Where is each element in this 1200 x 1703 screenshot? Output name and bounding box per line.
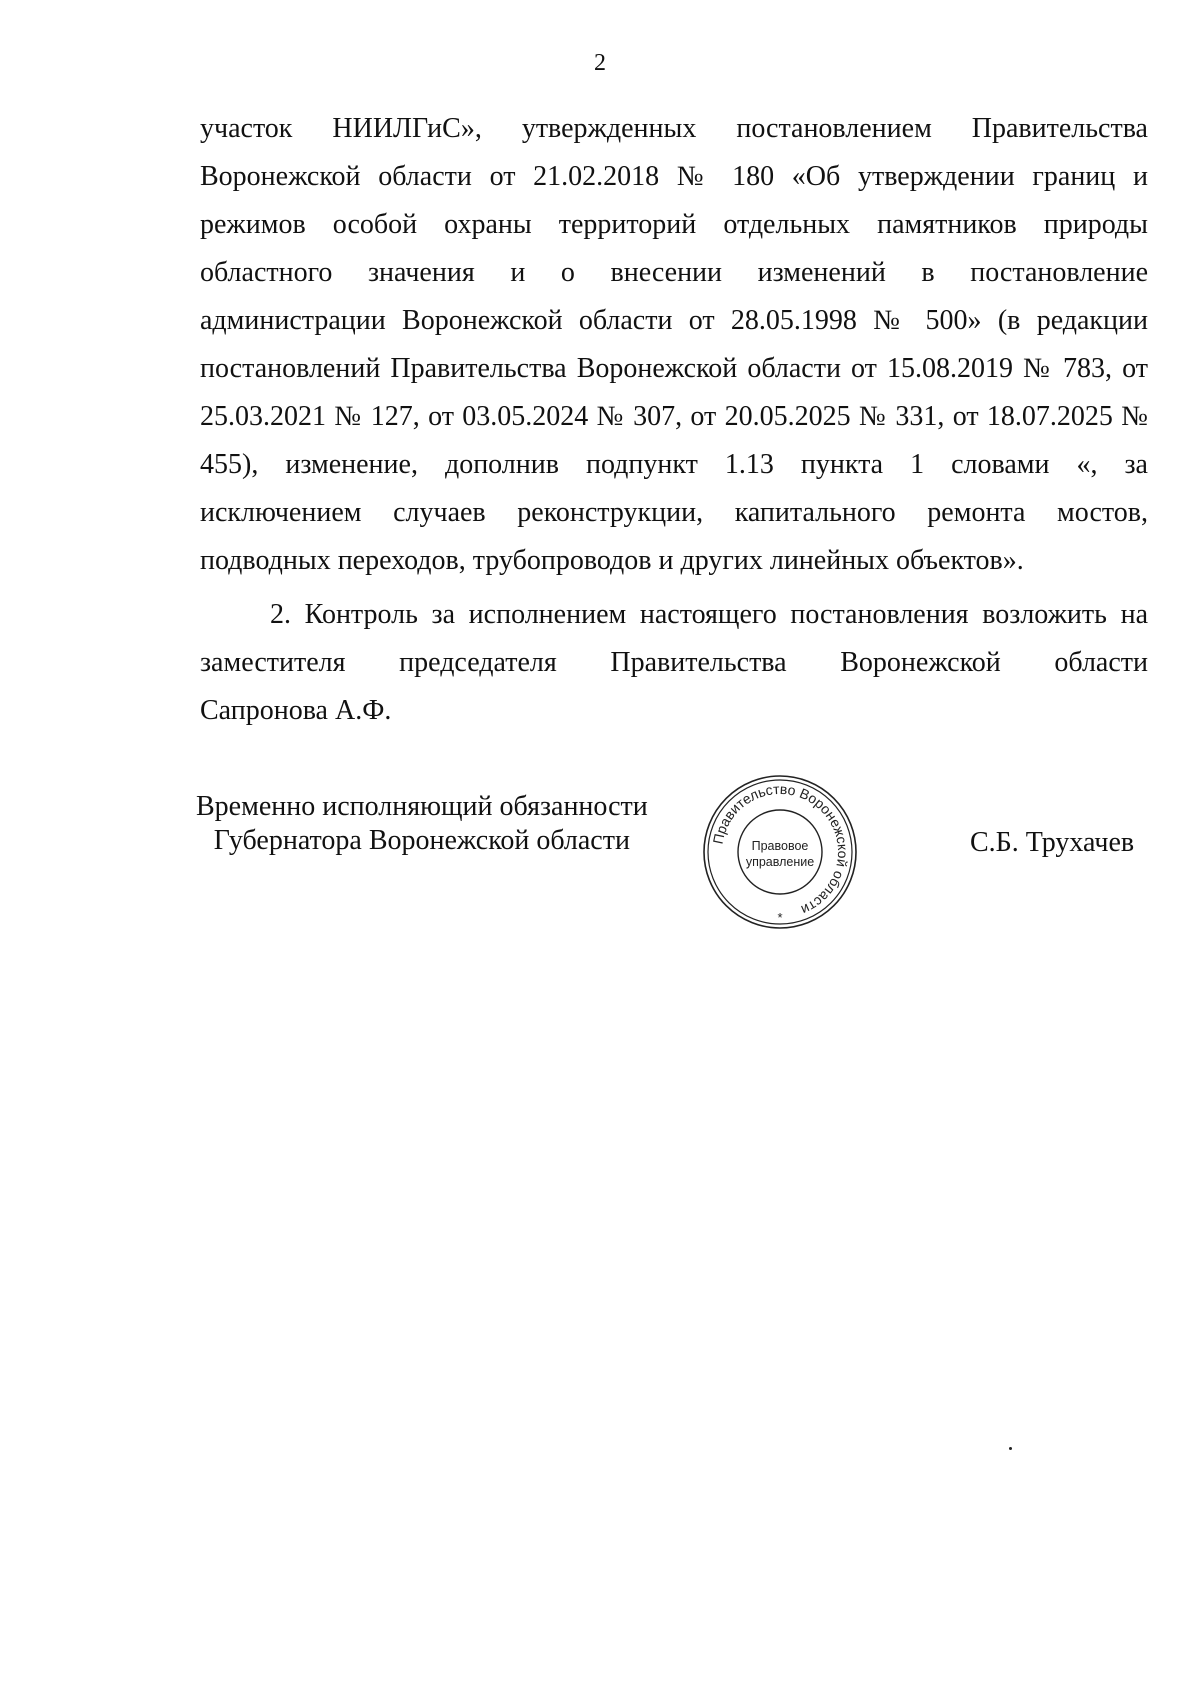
stamp-star: * <box>777 910 783 925</box>
signatory-name: С.Б. Трухачев <box>970 827 1135 858</box>
body-line: постановлений Правительства Воронежской области от 15.08.2019 № 783, от <box>200 353 1148 384</box>
signatory-title-line1: Временно исполняющий обязанности <box>196 791 648 822</box>
body-line: исключением случаев реконструкции, капитального ремонта мостов, <box>200 497 1148 528</box>
body-line: режимов особой охраны территорий отдельных памятников природы <box>200 209 1148 240</box>
body-line: 25.03.2021 № 127, от 03.05.2024 № 307, от 20.05.2025 № 331, от 18.07.2025 № <box>200 401 1148 432</box>
signatory-title-line2: Губернатора Воронежской области <box>213 825 630 856</box>
body-line: администрации Воронежской области от 28.05.1998 № 500» (в редакции <box>200 305 1148 336</box>
body-line: подводных переходов, трубопроводов и других линейных объектов». <box>200 545 1024 576</box>
stamp-center-line2: управление <box>745 855 815 869</box>
stamp-center-line1: Правовое <box>751 839 809 853</box>
body-line: 455), изменение, дополнив подпункт 1.13 пункта 1 словами «, за <box>200 449 1148 480</box>
signatory-title <box>196 790 648 858</box>
official-stamp <box>700 772 860 932</box>
body-line: участок НИИЛГиС», утвержденных постановлением Правительства <box>200 113 1148 144</box>
page-number: 2 <box>594 50 606 76</box>
scan-artifact-dot <box>1009 1447 1012 1450</box>
paragraph2-line: заместителя председателя Правительства Воронежской области <box>200 647 1148 678</box>
stamp-ring-text: Правительство Воронежской области <box>709 780 852 919</box>
paragraph2-line: Сапронова А.Ф. <box>200 695 392 726</box>
paragraph2-line: 2. Контроль за исполнением настоящего постановления возложить на <box>270 599 1148 630</box>
body-line: Воронежской области от 21.02.2018 № 180 «Об утверждении границ и <box>200 161 1148 192</box>
body-line: областного значения и о внесении изменений в постановление <box>200 257 1148 288</box>
